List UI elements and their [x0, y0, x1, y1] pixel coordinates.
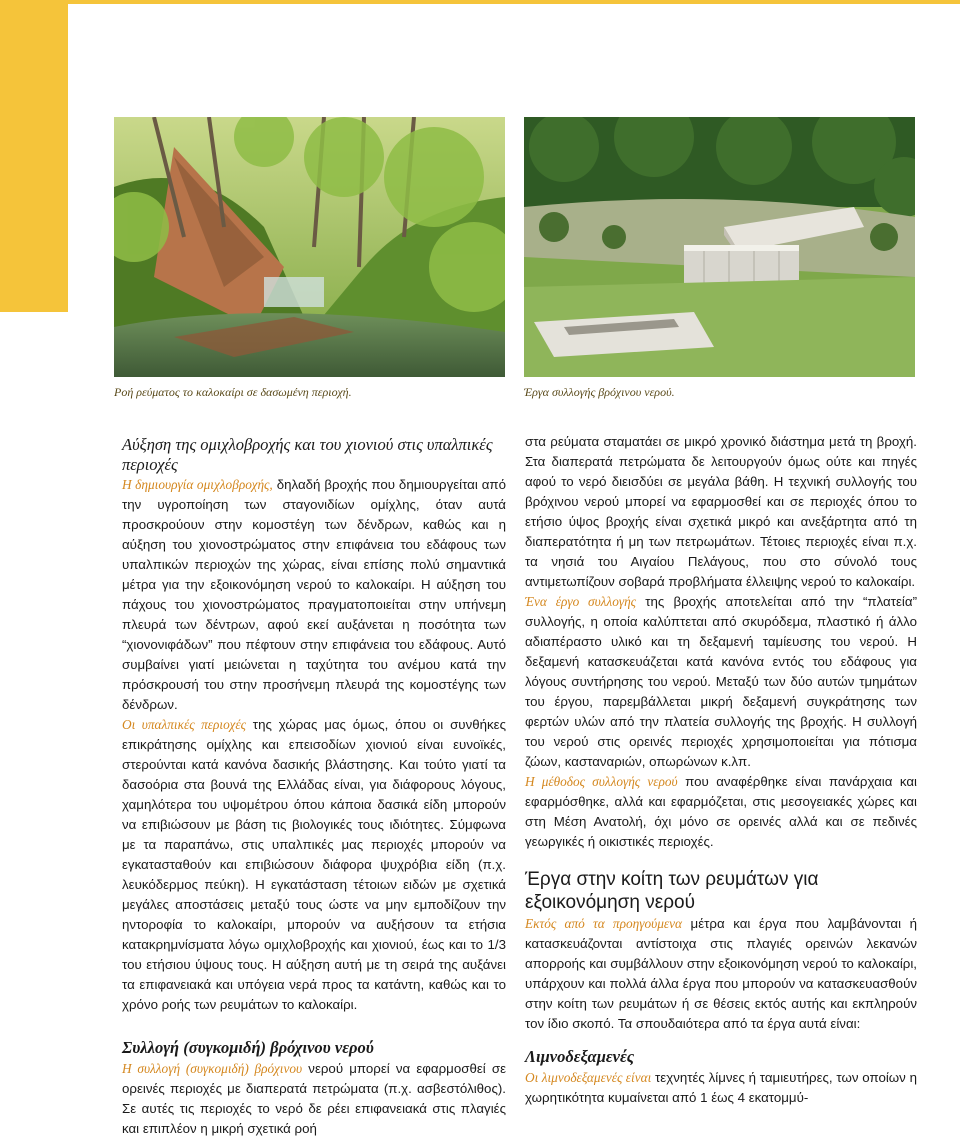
paragraph-rain-harvest	[122, 1059, 506, 1139]
left-column	[122, 435, 506, 1139]
paragraph-other-works	[525, 914, 917, 1034]
lead-reservoirs: Οι λιμνοδεξαμενές είναι	[525, 1070, 652, 1085]
paragraph-permeable: στα ρεύματα σταματάει σε μικρό χρονικό διάστημα μετά τη βροχή. Στα διαπερατά πετρώματα δε λειτουργούν όμως ούτε και πηγές αφού το νερό διεισδύει σε μεγάλα βάθη. Η τεχνική συλλογής του βρόχινου νερού μπορεί να εφαρμοσθεί και σε περιοχές όπου το ετήσιο ύψος βροχής είναι σχετικά μικρό και ανεξάρτητα από τη διαπερατότητα ή μη των πετρωμάτων. Τέτοιες περιοχές είναι π.χ. τα νησιά του Αιγαίου Πελάγους, που στο σύνολό τους αντιμετωπίζουν σοβαρά προβλήματα έλλειψης νερού το καλοκαίρι.	[525, 434, 917, 589]
forest-stream-photo	[114, 117, 505, 377]
text-subalpine: της χώρας μας όμως, όπου οι συνθήκες επικράτησης ομίχλης και επεισοδίων χιονιού είναι ευνοϊκές, στερούνται κατά κανόνα δασικής βλάστησης. Και τούτο γιατί τα δασοόρια στα βουνά της Ελλάδας είναι, για διάφορους λόγους, χαμηλότερα του υψομέτρου όπου κάποια δασικά είδη μπορούν να επιβιώσουν με βάση τις βιολογικές τους ιδιότητες. Σύμφωνα με τα παραπάνω, στις υπαλπικές μας περιοχές μπορούν να εγκατασταθούν και επιβιώσουν διάφορα ψυχρόβια είδη (π.χ. λευκόδερμος πεύκη). Η εγκατάσταση τέτοιων ειδών με σχετικά μεγάλες αποστάσεις μεταξύ τους ώστε να μην εμποδίζουν την ηντοροφία το καλοκαίρι, μπορούν να αυξήσουν τα ετήσια κατακρημνίσματα λόγω ομιχλοβροχής και χιονιού, έως και το 1/3 του ετήσιου ύψους τους. Η αύξηση αυτή με τη σειρά της αυξάνει τα επιφανειακά και υπόγεια νερά προς τα κατάντη, καθώς και το χρόνο ροής των ρευμάτων το καλοκαίρι.	[122, 717, 506, 1012]
paragraph-method	[525, 772, 917, 852]
rainwater-collection-photo	[524, 117, 915, 377]
side-accent-block	[0, 0, 68, 312]
text-other-works: μέτρα και έργα που λαμβάνονται ή κατασκευάζονται αντίστοιχα στις πλαγιές ορεινών λεκανών απορροής και συμβάλλουν στην εξοικονόμηση νερού το καλοκαίρι, υπάρχουν και πολλά άλλα έργα που μπορούν να κατασκευασθούν στην κοίτη των ρευμάτων ή σε θέσεις εκτός αυτής και εκπληρούν τον ίδιο σκοπό. Τα σπουδαιότερα από τα έργα αυτά είναι:	[525, 916, 917, 1031]
caption-stream: Ροή ρεύματος το καλοκαίρι σε δασωμένη περιοχή.	[114, 385, 352, 399]
lead-method: Η μέθοδος συλλογής νερού	[525, 774, 678, 789]
paragraph-reservoirs	[525, 1068, 917, 1108]
text-method: που αναφέρθηκε είναι πανάρχαια και εφαρμόσθηκε, αλλά και εφαρμόζεται, στις μεσογειακές χώρες και στη Μέση Ανατολή, όχι μόνο σε ορεινές αλλά και σε πεδινές γεωργικές ή οικιστικές περιοχές.	[525, 774, 918, 849]
lead-fog-rain: Η δημιουργία ομιχλοβροχής,	[122, 477, 273, 492]
text-reservoirs: τεχνητές λίμνες ή ταμιευτήρες, των οποίων η χωρητικότητα κυμαίνεται από 1 έως 4 εκατομμύ-	[525, 1070, 917, 1105]
text-fog-rain: δηλαδή βροχής που δημιουργείται από την υγροποίηση των σταγονιδίων ομίχλης, όταν αυτά προσκρούουν στην κομοστέγη των δένδρων, καθώς και η αύξηση του χιονοστρώματος στην επιφάνεια του εδάφους των υπαλπικών περιοχών της χώρας, είναι επίσης πολύ σημαντικά μέτρα για την εξοικονόμηση νερού το καλοκαίρι. Η αύξηση του πάχους του χιονοστρώματος πραγματοποιείται στην υπήνεμη πλευρά των δέντρων, αφού εκεί αυξάνεται η ποσότητα των “χιονονιφάδων” που πέφτουν στην επιφάνεια του εδάφους. Αυτό συμβαίνει γιατί μειώνεται η ταχύτητα του ανέμου κατά την πρόσκρουσή του στην προσήνεμη πλευρά της κομοστέγης των δένδρων.	[122, 477, 506, 712]
heading-fog-snow: Αύξηση της ομιχλοβροχής και του χιονιού στις υπαλπικές περιοχές	[122, 435, 493, 474]
caption-collection: Έργα συλλογής βρόχινου νερού.	[524, 385, 675, 399]
paragraph-fog-rain	[122, 475, 506, 715]
lead-other-works: Εκτός από τα προηγούμενα	[525, 916, 682, 931]
text-rain-harvest: νερού μπορεί να εφαρμοσθεί σε ορεινές περιοχές με διαπερατά πετρώματα (π.χ. ασβεστόλιθος). Σε αυτές τις περιοχές το νερό δε ρέει επιφανειακά στις πλαγιές και επιπλέον η μικρή σχετικά ροή	[122, 1061, 507, 1136]
lead-subalpine: Οι υπαλπικές περιοχές	[122, 717, 246, 732]
heading-rain-harvest: Συλλογή (συγκομιδή) βρόχινου νερού	[122, 1038, 374, 1057]
right-column	[525, 432, 917, 1108]
text-collection-work: της βροχής αποτελείται από την “πλατεία” συλλογής, η οποία καλύπτεται από σκυρόδεμα, πλαστικό ή άλλο αδιαπέραστο υλικό και τη δεξαμενή ταμίευσης του νερού. Η δεξαμενή κατασκευάζεται κατά κανόνα εντός του εδάφους για λόγους συντήρησης του νερού. Μεταξύ των δύο αυτών τμημάτων του έργου, παρεμβάλλεται μικρή δεξαμενή συγκράτησης των φερτών υλών από την πλατεία συλλογής της βροχής. Η συλλογή του νερού στις ορεινές περιοχές χρησιμοποιείται για πότισμα ζώων, κασταναριών, οπωρώνων κ.λπ.	[525, 594, 917, 769]
lead-collection-work: Ένα έργο συλλογής	[525, 594, 637, 609]
heading-reservoirs: Λιμνοδεξαμενές	[525, 1047, 635, 1066]
section-title-streambed-works: Έργα στην κοίτη των ρευμάτων για εξοικονόμηση νερού	[525, 869, 819, 913]
lead-rain-harvest: Η συλλογή (συγκομιδή) βρόχινου	[122, 1061, 303, 1076]
top-accent-rule	[0, 0, 960, 4]
paragraph-subalpine	[122, 715, 506, 1015]
paragraph-collection-work	[525, 592, 917, 772]
